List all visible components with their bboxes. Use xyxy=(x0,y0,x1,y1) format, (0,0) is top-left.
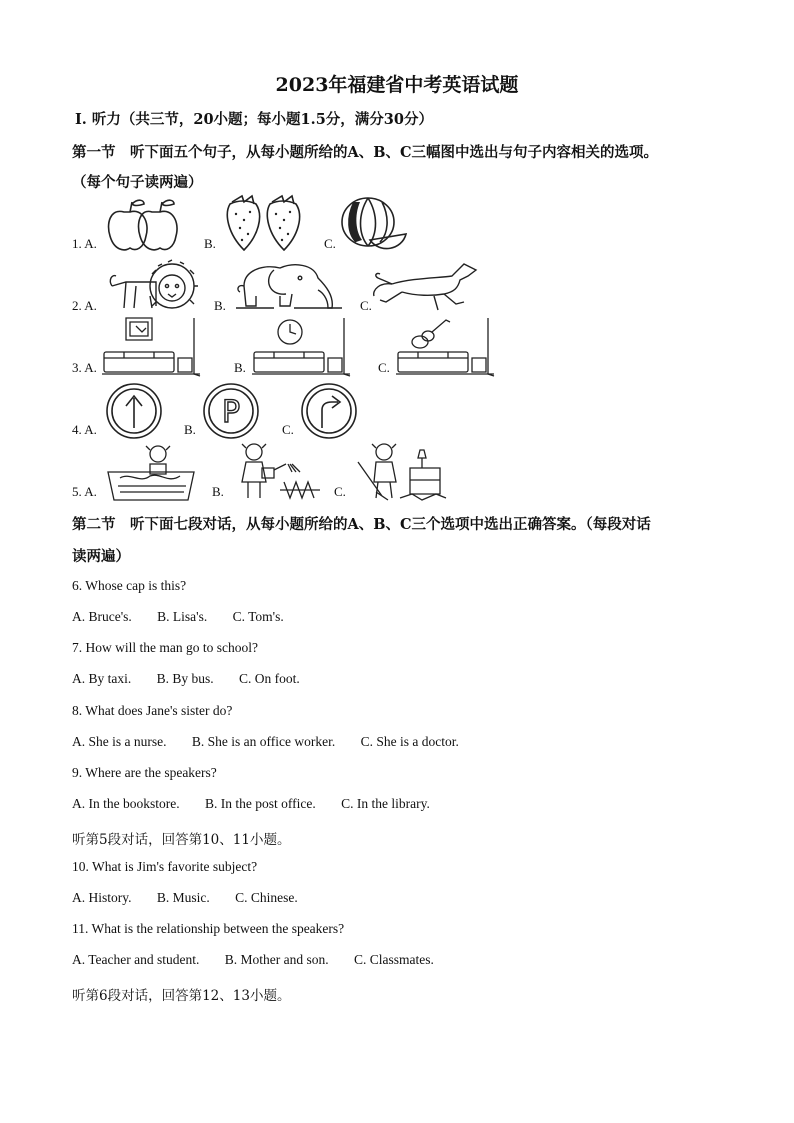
picture-row-5 xyxy=(72,444,722,504)
girl-watering-icon xyxy=(232,442,322,502)
turn-right-sign-icon xyxy=(300,382,358,440)
picture-row-4 xyxy=(72,382,722,442)
option-label: 2. A. xyxy=(72,298,97,313)
question-8: 8. What does Jane's sister do? xyxy=(72,703,233,718)
option-label: C. xyxy=(282,422,294,437)
question-7-options xyxy=(72,671,322,687)
watermelon-icon xyxy=(340,194,410,254)
dialogue-5-note: 听第5段对话，回答第10、11小题。 xyxy=(72,832,291,848)
picture-row-1 xyxy=(72,196,722,256)
section-heading: Ⅰ. 听力（共三节，20小题；每小题1.5分，满分30分） xyxy=(75,111,433,128)
sofa-clock-icon xyxy=(252,318,352,378)
option-a: A. By taxi. xyxy=(72,671,132,686)
option-a: A. Teacher and student. xyxy=(72,952,200,967)
question-11-options xyxy=(72,952,456,968)
page-title: 2023年福建省中考英语试题 xyxy=(275,74,519,96)
option-a: A. Bruce's. xyxy=(72,609,132,624)
option-c: C. Classmates. xyxy=(354,952,434,967)
parking-sign-icon xyxy=(202,382,260,440)
option-a: A. In the bookstore. xyxy=(72,796,180,811)
question-10-options xyxy=(72,890,320,906)
straight-arrow-sign-icon xyxy=(106,382,162,440)
option-c: C. She is a doctor. xyxy=(360,734,459,749)
option-c: C. In the library. xyxy=(341,796,430,811)
question-7: 7. How will the man go to school? xyxy=(72,640,258,655)
dialogue-6-note: 听第6段对话，回答第12、13小题。 xyxy=(72,988,291,1004)
question-11: 11. What is the relationship between the speakers? xyxy=(72,921,345,936)
option-label: 4. A. xyxy=(72,422,97,437)
option-label: B. xyxy=(234,360,246,375)
option-label: C. xyxy=(324,236,336,251)
sofa-guitar-icon xyxy=(396,318,496,378)
part1-heading: 第一节 听下面五个句子，从每小题所给的A、B、C三幅图中选出与句子内容相关的选项。 xyxy=(72,144,659,161)
strawberries-icon xyxy=(222,194,312,254)
option-label: C. xyxy=(334,484,346,499)
option-label: B. xyxy=(184,422,196,437)
option-c: C. Chinese. xyxy=(235,890,298,905)
svg-text:P: P xyxy=(221,395,241,430)
question-9-options xyxy=(72,796,452,812)
option-label: 5. A. xyxy=(72,484,97,499)
option-label: 1. A. xyxy=(72,236,97,251)
question-10: 10. What is Jim's favorite subject? xyxy=(72,859,258,874)
option-label: C. xyxy=(360,298,372,313)
lion-icon xyxy=(106,256,206,316)
option-b: B. Mother and son. xyxy=(224,952,329,967)
option-c: C. On foot. xyxy=(239,671,300,686)
part2-heading-note: 读两遍） xyxy=(72,548,130,565)
part2-heading: 第二节 听下面七段对话，从每小题所给的A、B、C三个选项中选出正确答案。（每段对话 xyxy=(72,516,651,533)
elephant-icon xyxy=(234,256,344,316)
option-label: B. xyxy=(214,298,226,313)
sofa-picture-icon xyxy=(102,318,202,378)
question-6-options xyxy=(72,609,306,625)
option-label: 3. A. xyxy=(72,360,97,375)
option-c: C. Tom's. xyxy=(232,609,284,624)
option-a: A. She is a nurse. xyxy=(72,734,167,749)
part1-heading-note: （每个句子读两遍） xyxy=(72,174,203,191)
question-9: 9. Where are the speakers? xyxy=(72,765,217,780)
picture-row-3 xyxy=(72,320,722,380)
option-a: A. History. xyxy=(72,890,132,905)
option-b: B. She is an office worker. xyxy=(191,734,336,749)
question-6: 6. Whose cap is this? xyxy=(72,578,187,593)
girl-sweeping-icon xyxy=(352,442,448,502)
picture-row-2 xyxy=(72,258,722,318)
apples-icon xyxy=(104,194,184,254)
option-label: B. xyxy=(212,484,224,499)
option-b: B. By bus. xyxy=(156,671,214,686)
horse-icon xyxy=(372,256,482,316)
question-8-options xyxy=(72,734,481,750)
option-label: B. xyxy=(204,236,216,251)
option-b: B. Music. xyxy=(156,890,210,905)
option-b: B. Lisa's. xyxy=(157,609,208,624)
girl-washing-icon xyxy=(106,442,196,502)
option-label: C. xyxy=(378,360,390,375)
option-b: B. In the post office. xyxy=(204,796,316,811)
